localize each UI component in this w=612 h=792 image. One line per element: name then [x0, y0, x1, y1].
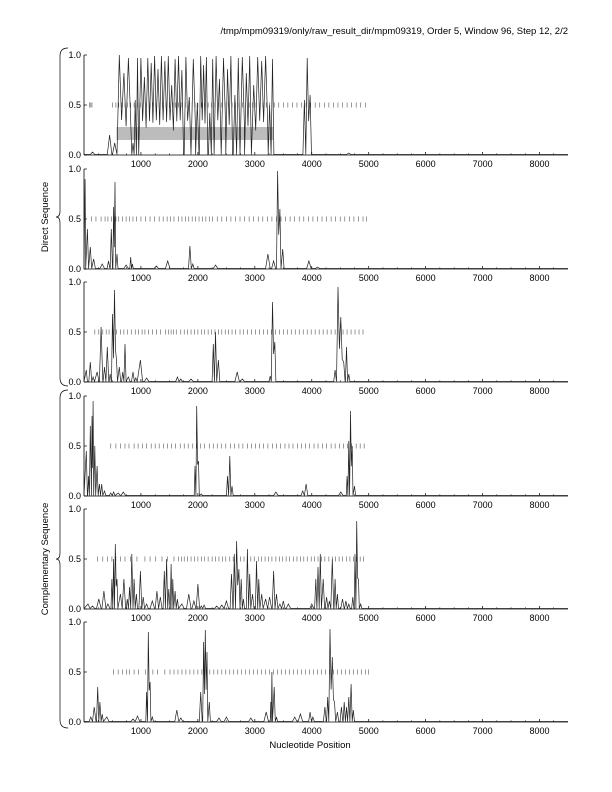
x-tick-label: 2000: [187, 386, 208, 396]
x-tick-label: 7000: [472, 500, 493, 510]
x-tick-label: 7000: [472, 726, 493, 736]
panel-6: [68, 617, 568, 736]
x-tick-label: 3000: [244, 726, 265, 736]
x-tick-label: 5000: [358, 159, 379, 169]
x-tick-label: 6000: [415, 726, 436, 736]
x-tick-label: 4000: [301, 500, 322, 510]
x-tick-label: 1000: [130, 726, 151, 736]
y-tick-label: 0.5: [68, 214, 81, 224]
y-tick-label: 1.0: [68, 277, 81, 287]
x-tick-label: 5000: [358, 273, 379, 283]
x-tick-label: 4000: [301, 273, 322, 283]
y-tick-label: 0.5: [68, 327, 81, 337]
x-tick-label: 7000: [472, 613, 493, 623]
x-tick-label: 5000: [358, 386, 379, 396]
x-tick-label: 4000: [301, 613, 322, 623]
x-tick-label: 2000: [187, 613, 208, 623]
x-tick-label: 1000: [130, 613, 151, 623]
y-tick-label: 0.0: [68, 264, 81, 274]
y-tick-label: 0.0: [68, 604, 81, 614]
x-tick-label: 8000: [529, 386, 550, 396]
x-tick-label: 6000: [415, 386, 436, 396]
x-tick-label: 4000: [301, 726, 322, 736]
x-tick-label: 6000: [415, 273, 436, 283]
x-tick-label: 2000: [187, 159, 208, 169]
page-title: /tmp/mpm09319/only/raw_result_dir/mpm09319, Order 5, Window 96, Step 12, 2/2: [220, 26, 568, 37]
x-tick-label: 5000: [358, 500, 379, 510]
series-line: [84, 521, 568, 609]
x-tick-label: 3000: [244, 273, 265, 283]
y-tick-label: 0.0: [68, 150, 81, 160]
x-tick-label: 8000: [529, 726, 550, 736]
x-tick-label: 5000: [358, 726, 379, 736]
x-tick-label: 4000: [301, 159, 322, 169]
x-tick-label: 2000: [187, 500, 208, 510]
x-axis-label: Nucleotide Position: [269, 740, 351, 751]
y-tick-label: 1.0: [68, 504, 81, 514]
y-tick-label: 0.5: [68, 100, 81, 110]
y-tick-label: 1.0: [68, 617, 81, 627]
x-tick-label: 8000: [529, 613, 550, 623]
x-tick-label: 6000: [415, 159, 436, 169]
y-tick-label: 0.5: [68, 667, 81, 677]
x-tick-label: 7000: [472, 159, 493, 169]
panel-2: [68, 164, 568, 283]
complementary-group-brace: [56, 390, 68, 728]
x-tick-label: 7000: [472, 386, 493, 396]
x-tick-label: 8000: [529, 273, 550, 283]
direct-group-brace: [56, 48, 68, 386]
x-tick-label: 1000: [130, 159, 151, 169]
x-tick-label: 8000: [529, 500, 550, 510]
y-tick-label: 0.5: [68, 441, 81, 451]
complementary-group-label: Complementary Sequence: [40, 502, 51, 616]
y-tick-label: 0.0: [68, 491, 81, 501]
x-tick-label: 1000: [130, 500, 151, 510]
x-tick-label: 5000: [358, 613, 379, 623]
y-tick-label: 0.5: [68, 554, 81, 564]
y-tick-label: 1.0: [68, 50, 81, 60]
x-tick-label: 6000: [415, 500, 436, 510]
y-tick-label: 1.0: [68, 391, 81, 401]
panel-3: [68, 277, 568, 396]
x-tick-label: 2000: [187, 726, 208, 736]
series-line: [84, 401, 568, 496]
x-tick-label: 2000: [187, 273, 208, 283]
x-tick-label: 1000: [130, 273, 151, 283]
x-tick-label: 3000: [244, 159, 265, 169]
shaded-region: [116, 127, 273, 140]
x-tick-label: 3000: [244, 613, 265, 623]
x-tick-label: 3000: [244, 500, 265, 510]
panel-5: [68, 504, 568, 623]
x-tick-label: 6000: [415, 613, 436, 623]
x-tick-label: 8000: [529, 159, 550, 169]
y-tick-label: 0.0: [68, 717, 81, 727]
x-tick-label: 1000: [130, 386, 151, 396]
x-tick-label: 4000: [301, 386, 322, 396]
x-tick-label: 3000: [244, 386, 265, 396]
panel-1: [68, 50, 568, 169]
y-tick-label: 1.0: [68, 164, 81, 174]
series-line: [84, 629, 568, 722]
panel-4: [68, 391, 568, 510]
direct-group-label: Direct Sequence: [40, 181, 51, 253]
x-tick-label: 7000: [472, 273, 493, 283]
y-tick-label: 0.0: [68, 377, 81, 387]
series-line: [84, 171, 568, 269]
